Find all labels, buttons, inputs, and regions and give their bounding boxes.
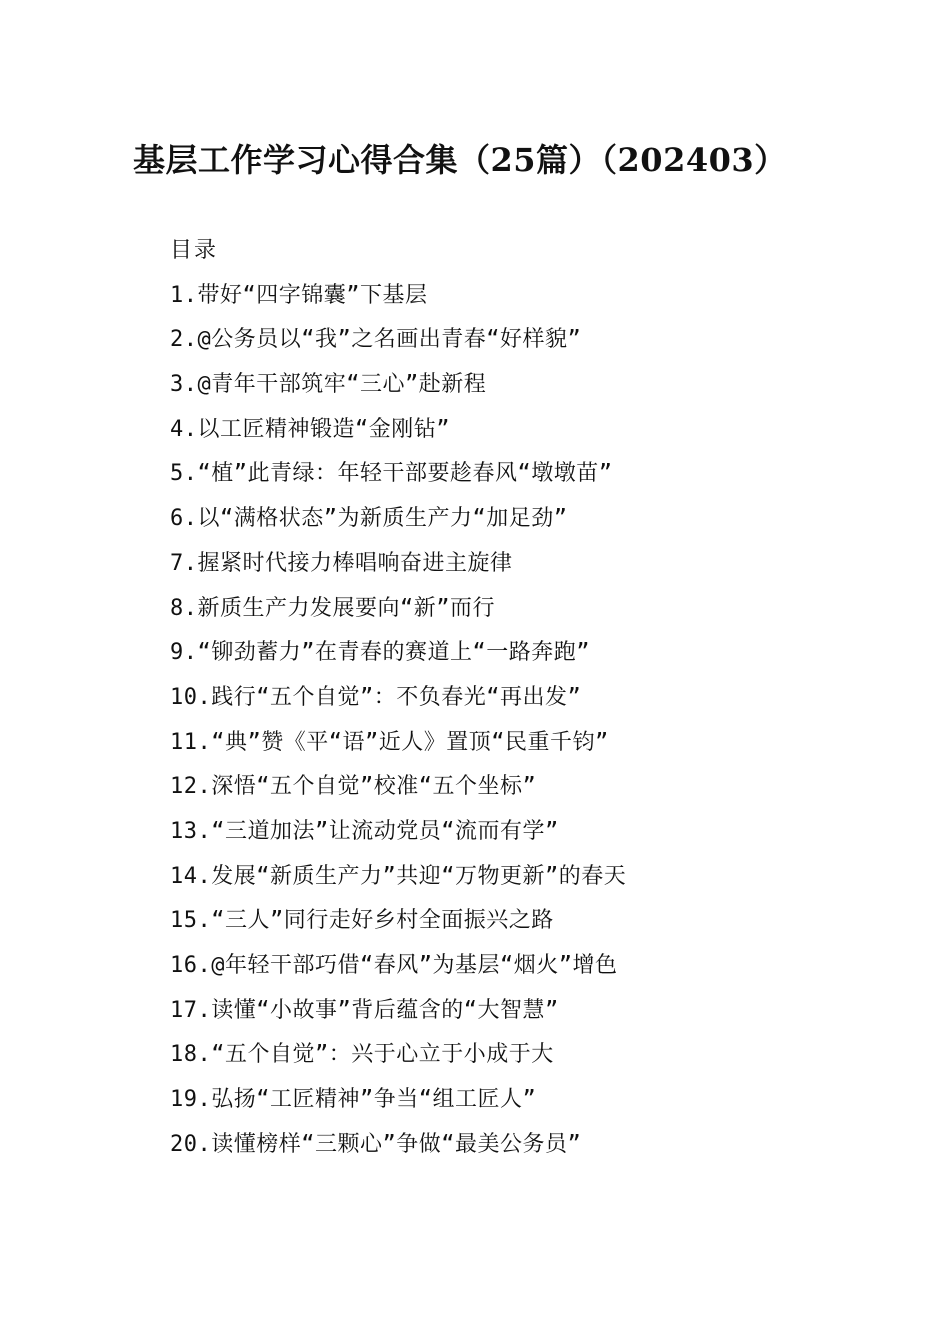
toc-item: 17.读懂“小故事”背后蕴含的“大智慧” <box>170 997 559 1023</box>
toc-item: 19.弘扬“工匠精神”争当“组工匠人” <box>170 1087 537 1113</box>
toc-item: 8.新质生产力发展要向“新”而行 <box>170 595 495 621</box>
toc-item: 18.“五个自觉”：兴于心立于小成于大 <box>170 1042 554 1068</box>
toc-item: 10.践行“五个自觉”：不负春光“再出发” <box>170 684 582 710</box>
toc-item: 1.带好“四字锦囊”下基层 <box>170 282 428 308</box>
toc-list <box>170 274 870 1168</box>
toc-item: 14.发展“新质生产力”共迎“万物更新”的春天 <box>170 863 627 889</box>
toc-item: 5.“植”此青绿：年轻干部要趁春风“墩墩苗” <box>170 461 613 487</box>
toc-item: 3.@青年干部筑牢“三心”赴新程 <box>170 372 487 398</box>
toc-item: 4.以工匠精神锻造“金刚钻” <box>170 416 450 442</box>
toc-heading: 目录 <box>170 238 219 263</box>
document-title: 基层工作学习心得合集（25篇）（202403） <box>133 141 787 179</box>
toc-item: 9.“铆劲蓄力”在青春的赛道上“一路奔跑” <box>170 640 590 666</box>
toc-item: 7.握紧时代接力棒唱响奋进主旋律 <box>170 550 513 576</box>
table-of-contents <box>170 229 870 1167</box>
toc-item: 2.@公务员以“我”之名画出青春“好样貌” <box>170 327 582 353</box>
toc-item: 20.读懂榜样“三颗心”争做“最美公务员” <box>170 1131 582 1157</box>
toc-item: 16.@年轻干部巧借“春风”为基层“烟火”增色 <box>170 953 618 978</box>
toc-item: 6.以“满格状态”为新质生产力“加足劲” <box>170 506 568 532</box>
toc-item: 13.“三道加法”让流动党员“流而有学” <box>170 818 559 844</box>
toc-item: 11.“典”赞《平“语”近人》置顶“民重千钧” <box>170 729 609 755</box>
toc-item: 15.“三人”同行走好乡村全面振兴之路 <box>170 908 554 934</box>
toc-item: 12.深悟“五个自觉”校准“五个坐标” <box>170 774 537 800</box>
